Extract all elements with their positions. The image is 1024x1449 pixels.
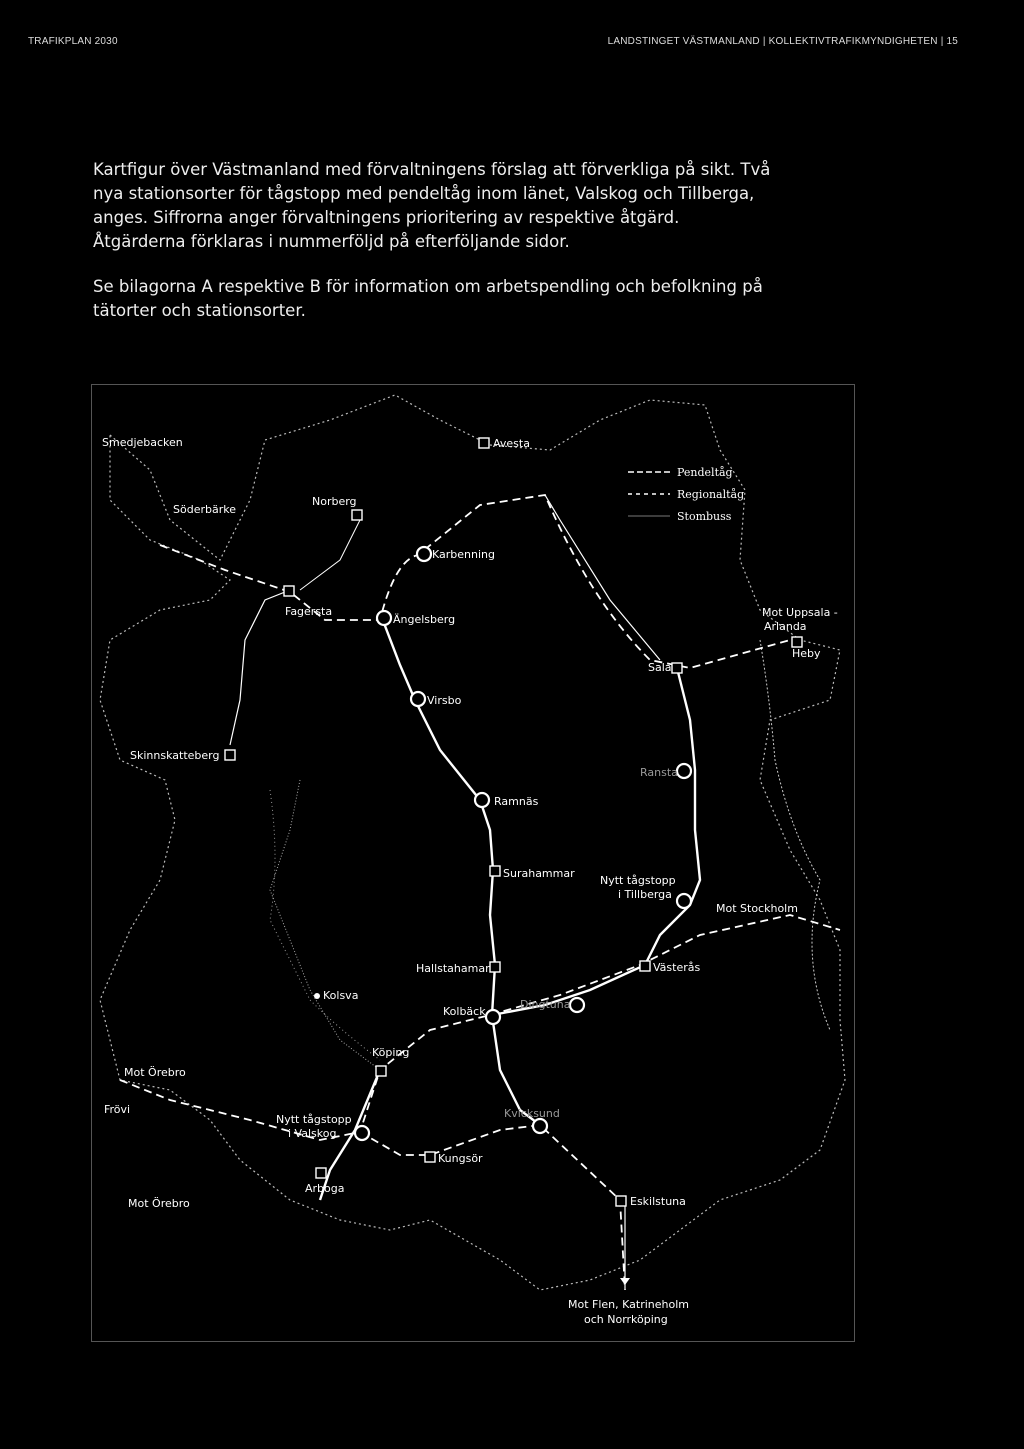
station-square-fagersta — [284, 586, 294, 596]
intro-paragraph-2: Se bilagorna A respektive B för information om arbetspendling och befolkning på tätorter och stationsorter. — [93, 277, 763, 320]
place-norberg: Norberg — [312, 495, 357, 508]
legend-stombuss-label: Stombuss — [677, 510, 732, 523]
station-square-hallstahammar — [490, 962, 500, 972]
place-vasteras: Västerås — [653, 961, 701, 974]
place-kvicksund: Kvicksund — [504, 1107, 560, 1120]
place-arboga: Arboga — [305, 1182, 345, 1195]
place-arlanda: Arlanda — [764, 620, 807, 633]
place-karbenning: Karbenning — [432, 548, 495, 561]
place-koping: Köping — [372, 1046, 410, 1059]
place-dingtuna: Dingtuna — [520, 998, 571, 1011]
bus-line — [545, 495, 660, 660]
station-circle-dingtuna — [570, 998, 584, 1012]
legend-pendeltag-label: Pendeltåg — [677, 466, 733, 479]
regional-rail — [360, 1125, 625, 1290]
place-kolsva: Kolsva — [323, 989, 359, 1002]
bus-line — [230, 590, 290, 745]
place-kolback: Kolbäck — [443, 1005, 486, 1018]
place-sala: Sala — [648, 661, 672, 674]
place-mot-flen-2: och Norrköping — [584, 1313, 668, 1326]
legend-regionaltag-label: Regionaltåg — [677, 488, 745, 501]
place-surahammar: Surahammar — [503, 867, 575, 880]
bus-line — [300, 520, 360, 590]
place-mot-orebro-1: Mot Örebro — [124, 1066, 186, 1079]
header-title: TRAFIKPLAN 2030 — [28, 36, 118, 47]
place-ransta: Ransta — [640, 766, 678, 779]
station-circle-kvicksund — [533, 1119, 547, 1133]
station-square-eskilstuna — [616, 1196, 626, 1206]
place-valskog-2: i Valskog — [288, 1127, 337, 1140]
station-circle-virsbo — [411, 692, 425, 706]
station-dot-kolsva — [314, 993, 320, 999]
lake-outline — [760, 640, 830, 1030]
station-circle-valskog — [355, 1126, 369, 1140]
place-mot-orebro-2: Mot Örebro — [128, 1197, 190, 1210]
place-hallstahammar: Hallstahamar — [416, 962, 490, 975]
station-circle-karbenning — [417, 547, 431, 561]
place-frovi: Frövi — [104, 1103, 131, 1116]
place-tillberga-2: i Tillberga — [618, 888, 672, 901]
station-square-koping — [376, 1066, 386, 1076]
station-circle-ransta — [677, 764, 691, 778]
header-meta: LANDSTINGET VÄSTMANLAND | KOLLEKTIVTRAFIKMYNDIGHETEN | 15 — [607, 36, 958, 47]
place-mot-uppsala: Mot Uppsala - — [762, 606, 838, 619]
place-heby: Heby — [792, 647, 821, 660]
place-ramnas: Ramnäs — [494, 795, 539, 808]
station-square-heby — [792, 637, 802, 647]
station-square-skinnskatteberg — [225, 750, 235, 760]
place-mot-flen-1: Mot Flen, Katrineholm — [568, 1298, 690, 1311]
bus-line — [270, 780, 380, 1070]
place-angelsberg: Ängelsberg — [393, 613, 456, 626]
station-circle-ramnas — [475, 793, 489, 807]
station-circle-kolback — [486, 1010, 500, 1024]
station-square-arboga — [316, 1168, 326, 1178]
station-circle-tillberga — [677, 894, 691, 908]
place-eskilstuna: Eskilstuna — [630, 1195, 686, 1208]
place-smedjebacken: Smedjebacken — [102, 436, 183, 449]
station-square-norberg — [352, 510, 362, 520]
place-tillberga-1: Nytt tågstopp — [600, 874, 676, 887]
regional-rail — [120, 915, 840, 1140]
place-mot-stockholm: Mot Stockholm — [716, 902, 798, 915]
intro-paragraph-1: Kartfigur över Västmanland med förvaltningens förslag att förverkliga på sikt. Två nya stationsorter för tågstopp med pendeltåg inom länet, Valskog och Tillberga, anges. Siffrorna anger förvaltningens prioritering av respektive åtgärd. Åtgärderna förklaras i nummerföljd på efterföljande sidor. — [93, 160, 771, 251]
place-valskog-1: Nytt tågstopp — [276, 1113, 352, 1126]
place-avesta: Avesta — [493, 437, 530, 450]
place-kungsor: Kungsör — [438, 1152, 483, 1165]
place-virsbo: Virsbo — [427, 694, 462, 707]
station-square-vasteras — [640, 961, 650, 971]
arrow-down-icon — [620, 1278, 630, 1285]
place-skinnskatteberg: Skinnskatteberg — [130, 749, 220, 762]
station-square-sala — [672, 663, 682, 673]
station-square-kungsor — [425, 1152, 435, 1162]
station-square-avesta — [479, 438, 489, 448]
station-square-surahammar — [490, 866, 500, 876]
place-soderbarke: Söderbärke — [173, 503, 236, 516]
station-circle-angelsberg — [377, 611, 391, 625]
lake-outline — [270, 790, 380, 1060]
place-fagersta: Fagersta — [285, 605, 333, 618]
